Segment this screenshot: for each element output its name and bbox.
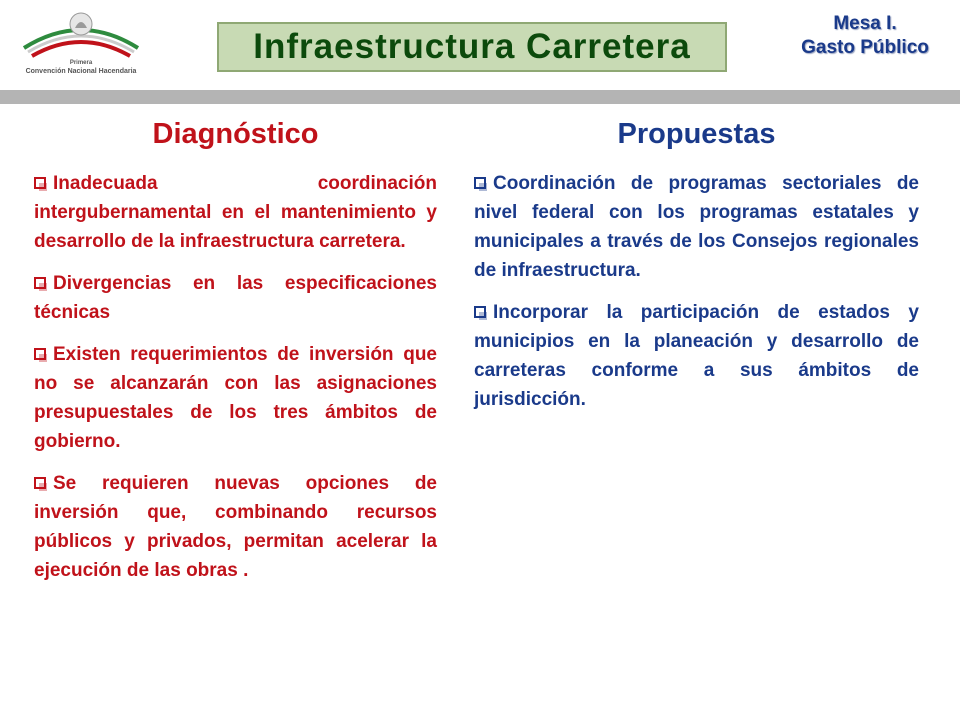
diagnosis-item bbox=[34, 269, 437, 327]
checkbox-bullet-icon bbox=[34, 477, 46, 489]
session-topic: Gasto Público bbox=[801, 37, 929, 58]
session-number: Mesa I. bbox=[833, 13, 897, 34]
diagnosis-item-text: Divergencias en las especificaciones técnicas bbox=[34, 273, 437, 323]
checkbox-bullet-icon bbox=[34, 177, 46, 189]
title-banner bbox=[217, 22, 727, 72]
proposals-heading: Propuestas bbox=[617, 118, 776, 150]
checkbox-bullet-icon bbox=[474, 177, 486, 189]
checkbox-bullet-icon bbox=[474, 306, 486, 318]
diagnosis-item bbox=[34, 469, 437, 585]
session-label bbox=[790, 12, 940, 60]
proposal-item-text: Incorporar la participación de estados y municipios en la planeación y desarrollo de carreteras conforme a sus ámbitos de jurisdicción. bbox=[474, 302, 919, 410]
checkbox-bullet-icon bbox=[34, 348, 46, 360]
diagnosis-item-text: Existen requerimientos de inversión que no se alcanzarán con las asignaciones presupuestales de los tres ámbitos de gobierno. bbox=[34, 344, 437, 452]
diagnosis-item bbox=[34, 169, 437, 256]
proposal-item bbox=[474, 169, 919, 285]
diagnosis-item-text: Se requieren nuevas opciones de inversión que, combinando recursos públicos y privados, permitan acelerar la ejecución de las obras . bbox=[34, 473, 437, 581]
logo-caption-line1: Primera bbox=[69, 60, 93, 66]
proposal-item-text: Coordinación de programas sectoriales de nivel federal con los programas estatales y municipales a través de los Consejos regionales de infraestructura. bbox=[474, 173, 919, 281]
proposals-column bbox=[474, 118, 919, 427]
proposal-item bbox=[474, 298, 919, 414]
header-divider bbox=[0, 90, 960, 104]
diagnosis-heading: Diagnóstico bbox=[152, 118, 319, 150]
logo-caption-line2: Convención Nacional Hacendaria bbox=[25, 68, 137, 75]
eagle-emblem-icon bbox=[18, 8, 144, 60]
checkbox-bullet-icon bbox=[34, 277, 46, 289]
diagnosis-item bbox=[34, 340, 437, 456]
diagnosis-item-text: Inadecuada coordinación intergubernamental en el mantenimiento y desarrollo de la infraestructura carretera. bbox=[34, 173, 437, 252]
diagnosis-column bbox=[34, 118, 437, 598]
convention-logo bbox=[18, 8, 144, 82]
page-title: Infraestructura Carretera bbox=[253, 27, 691, 66]
